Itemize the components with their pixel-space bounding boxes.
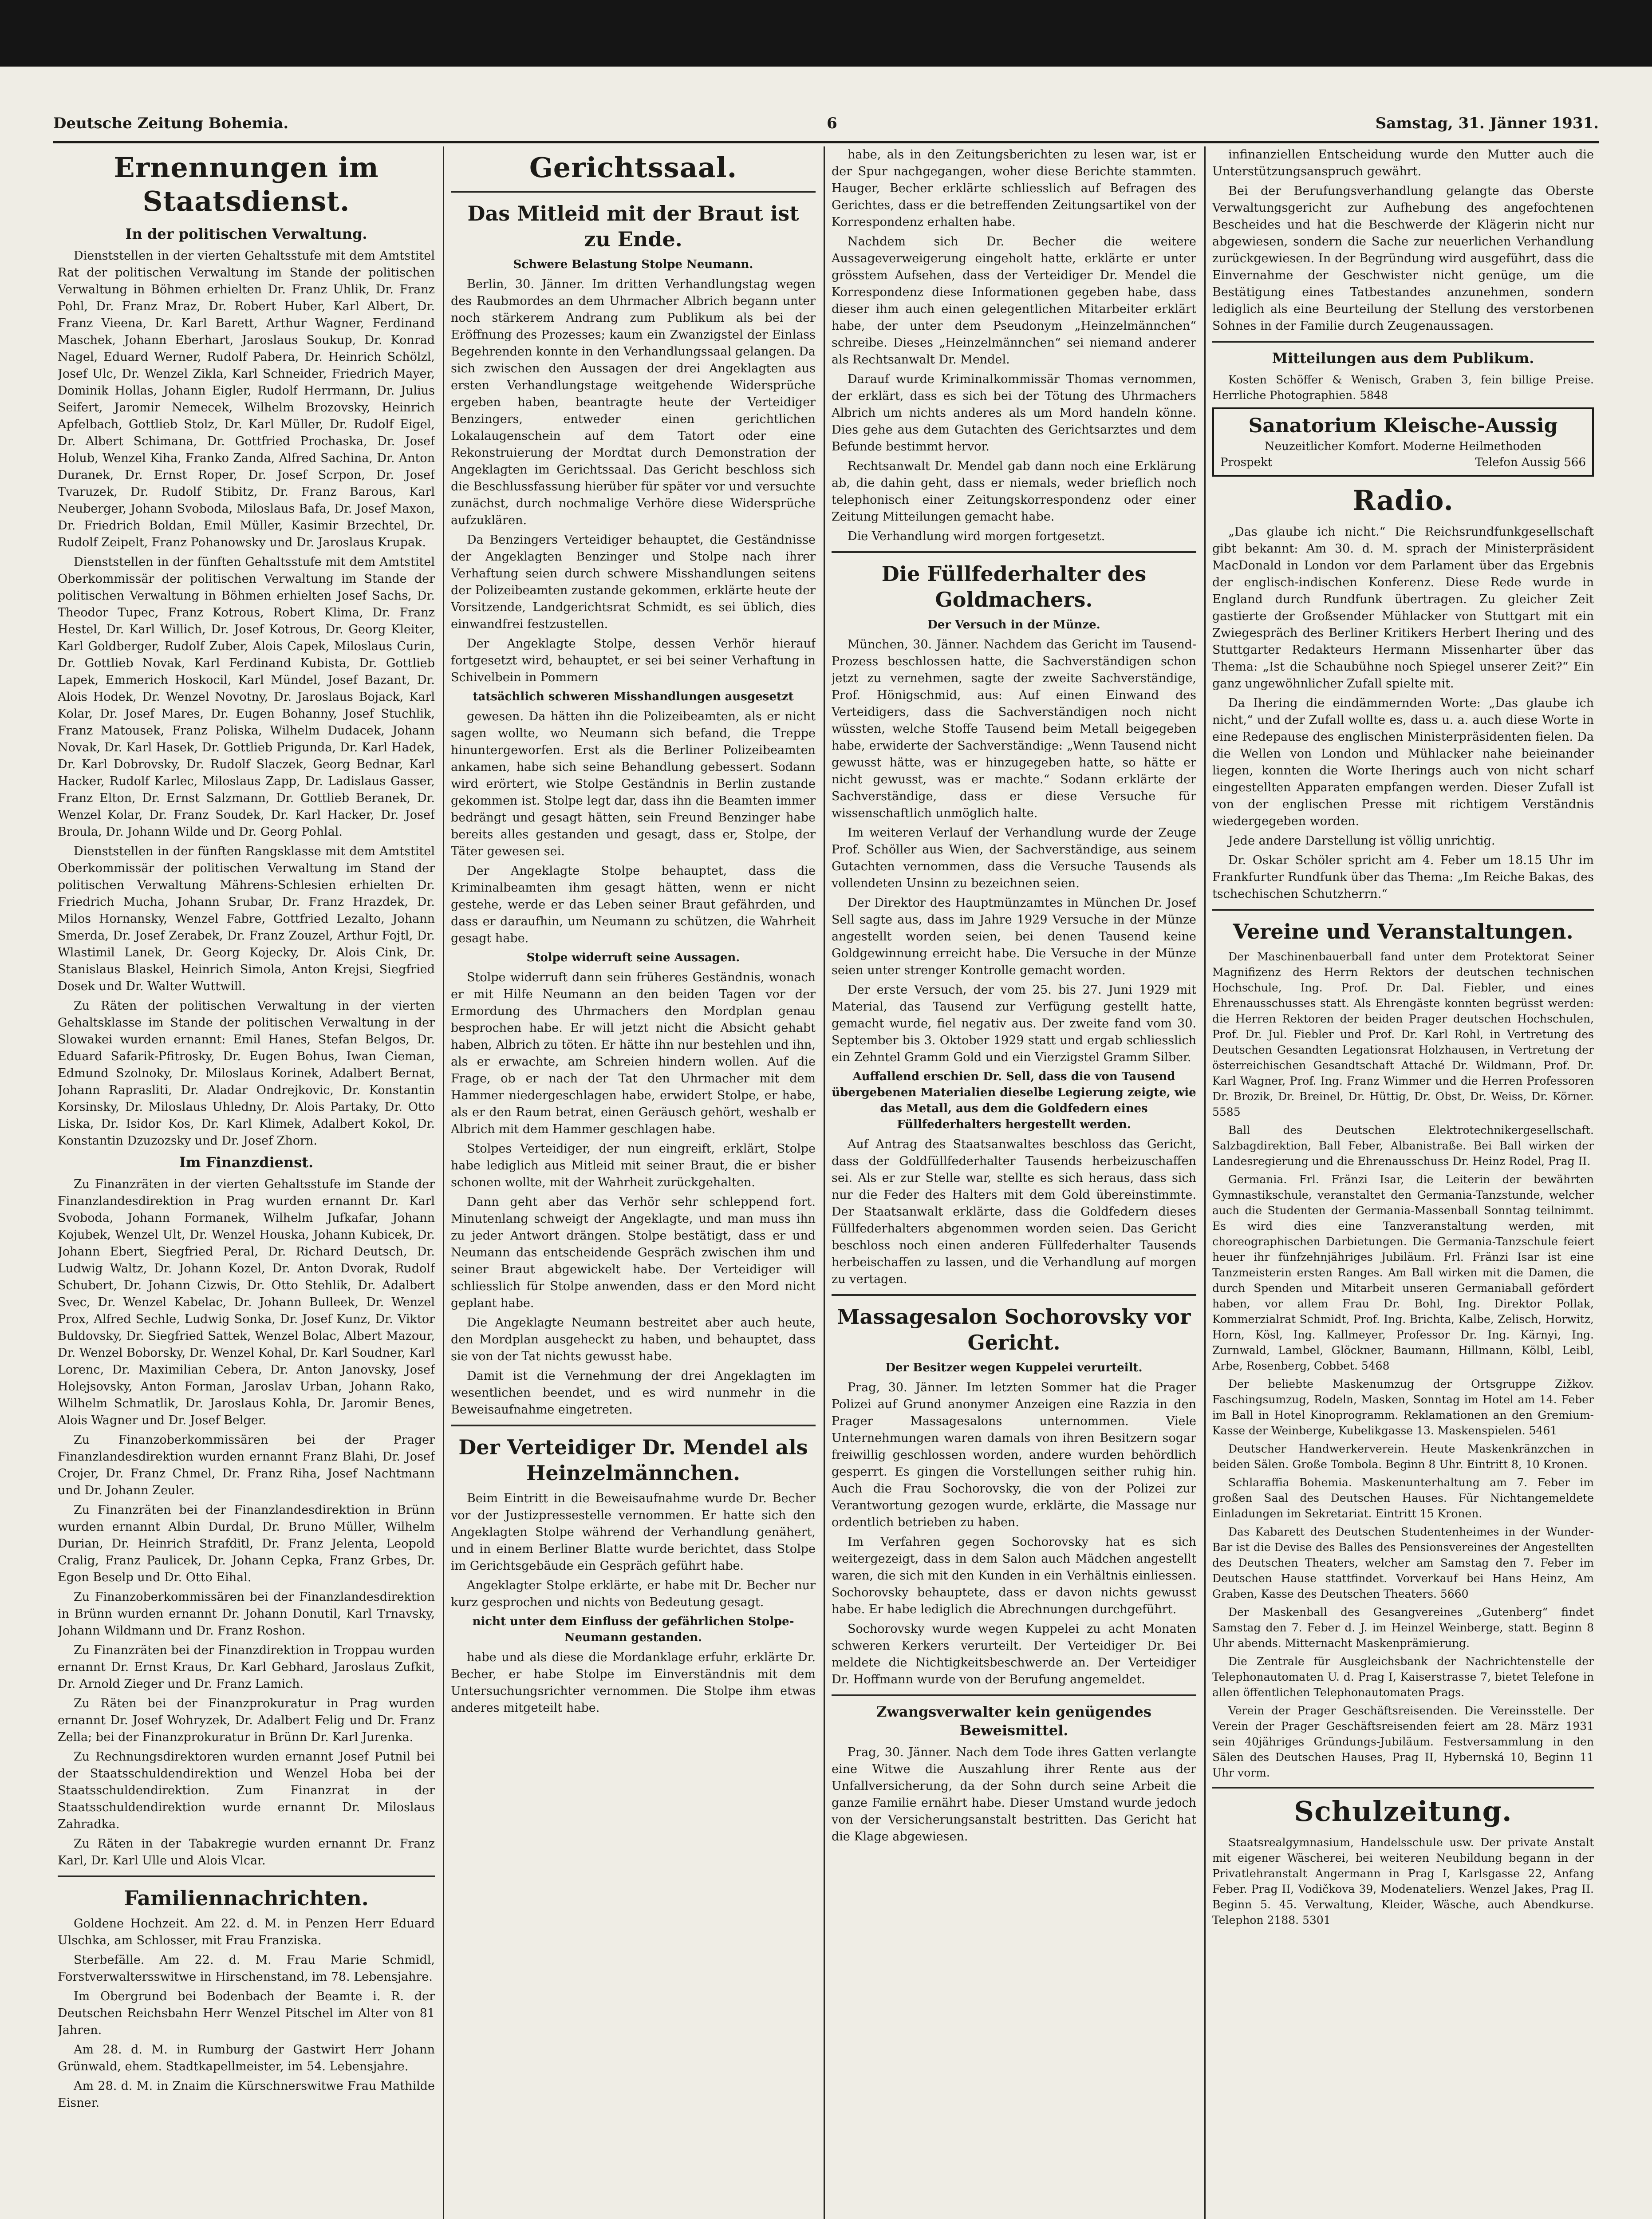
paragraph: Zu Finanzräten bei der Finanzlandesdirektion in Brünn wurden ernannt Albin Durdal, Dr. Bruno Müller, Wilhelm Durian, Dr. Heinrich Strafditl, Dr. Franz Jelenta, Leopold Cralig, Franz Paulicek, Dr. Johann Cepka, Franz Grbes, Dr. Egon Beselp und Dr. Otto Eihal. [58,1503,435,1584]
issue-date: Samstag, 31. Jänner 1931. [1375,115,1599,132]
paragraph: Der Angeklagte Stolpe, dessen Verhör hierauf fortgesetzt wird, behauptet, er sei bei seiner Verhaftung in Schivelbein in Pommern [451,637,816,684]
paragraph: Dienststellen in der vierten Gehaltsstufe mit dem Amtstitel Rat der politischen Verwaltung im Stande der politischen Verwaltung in Böhmen erhielten Dr. Franz Uhlik, Dr. Franz Pohl, Dr. Franz Mraz, Dr. Robert Huber, Karl Albert, Dr. Franz Vieena, Dr. Karl Barett, Arthur Wagner, Ferdinand Maschek, Johann Eberhart, Jaroslaus Soukup, Dr. Konrad Nagel, Eduard Werner, Rudolf Pabera, Dr. Heinrich Schölzl, Josef Ulc, Dr. Wenzel Zikla, Karl Schneider, Friedrich Mayer, Dominik Hollas, Johann Eigler, Rudolf Herrmann, Dr. Julius Seifert, Jaromir Nemecek, Wilhelm Brozovsky, Heinrich Apfelbach, Gottlieb Stolz, Dr. Karl Müller, Dr. Rudolf Eigel, Dr. Albert Schimana, Dr. Gottfried Prochaska, Dr. Josef Holub, Wenzel Kiha, Franko Zanda, Alfred Sachina, Dr. Anton Duranek, Dr. Ernst Roper, Dr. Josef Scrpon, Dr. Josef Tvaruzek, Dr. Rudolf Stibitz, Dr. Franz Barous, Karl Neuberger, Johann Svoboda, Miloslaus Bafa, Dr. Josef Maxon, Dr. Friedrich Boldan, Emil Müller, Kasimir Brzechtel, Dr. Rudolf Zeipelt, Franz Pohanowsky und Dr. Jaroslaus Krupak. [58,249,435,549]
ad-tagline: Neuzeitlicher Komfort. Moderne Heilmethoden [1265,440,1542,453]
paragraph: Zu Finanzoberkommissären bei der Prager Finanzlandesdirektion wurden ernannt Franz Blahi, Dr. Josef Crojer, Dr. Franz Chmel, Dr. Franz Riha, Josef Nachtmann und Dr. Johann Zeuler. [58,1433,435,1497]
section-title: Familiennachrichten. [124,1886,369,1910]
paragraph: habe, als in den Zeitungsberichten zu lesen war, ist er der Spur nachgegangen, woher diese Berichte stammten. Hauger, Becher erklärte schliesslich auf Befragen des Gerichtes, dass er die betreffenden Zeitungsartikel von der Korrespondenz erhalten habe. [832,148,1196,229]
paragraph: Jede andere Darstellung ist völlig unrichtig. [1228,834,1495,848]
column-2 [451,146,816,2219]
ad-footer [1220,454,1586,470]
paragraph: Da Ihering die eindämmernden Worte: „Das glaube ich nicht,“ und der Zufall wollte es, dass u. a. auch diese Worte in eine Redepause des englischen Ministerpräsidenten fielen. Da die Wellen von London und Mühlacker nahe beieinander liegen, konnten die Worte Iherings auch von nicht scharf eingestellten Apparaten empfangen werden. Dieser Zufall ist von der englischen Presse mit richtigem Verständnis wiedergegeben worden. [1212,696,1594,828]
header-rule [53,141,1599,143]
paragraph: Im weiteren Verlauf der Verhandlung wurde der Zeuge Prof. Schöller aus Wien, der Sachverständige, aus seinem Gutachten vernommen, dass die Versuche Tausends als vollendeten Unsinn zu bezeichnen seien. [832,826,1196,890]
article-subtitle: Der Besitzer wegen Kuppelei verurteilt. [885,1361,1143,1374]
column-divider [824,146,825,2219]
event-notice: Der beliebte Maskenumzug der Ortsgruppe Zižkov. Faschingsumzug, Rodeln, Masken, Sonntag im Hotel am 14. Feber im Ball in Hotel Kinoprogramm. Reklamationen an den Gremium-Kasse der Weinberge, Kubelikgasse 13. Maskenspielen. 5461 [1212,1378,1594,1437]
paragraph: Beim Eintritt in die Beweisaufnahme wurde Dr. Becher vor der Justizpressestelle vernommen. Er hatte sich den Angeklagten Stolpe während der Verhandlung genähert, und in einem Berliner Blatte wurde berichtet, dass Stolpe im Gerichtsgebäude ein Gespräch geführt habe. [451,1492,816,1573]
paragraph: Dr. Oskar Schöler spricht am 4. Feber um 18.15 Uhr im Frankfurter Rundfunk über das Thema: „Im Reiche Bakas, des tschechischen Schutzherrn.“ [1212,853,1594,901]
article-title: Ernennungen im Staatsdienst. [114,151,379,217]
paragraph: Prag, 30. Jänner. Nach dem Tode ihres Gatten verlangte eine Witwe die Auszahlung ihrer Rente aus der Unfallversicherung, da der Sohn durch seine Arbeit die ganze Familie ernährt habe. Dieser Umstand wurde jedoch von der Versicherungsanstalt bestritten. Das Gericht hat die Klage abgewiesen. [832,1745,1196,1844]
paragraph: Zu Rechnungsdirektoren wurden ernannt Josef Putnil bei der Staatsschuldendirektion und Wenzel Hoba bei der Staatsschuldendirektion. Zum Finanzrat in der Staatsschuldendirektion wurde ernannt Dr. Miloslaus Zahradka. [58,1750,435,1831]
event-notice: Germania. Frl. Fränzi Isar, die Leiterin der bewährten Gymnastikschule, veranstaltet den Germania-Tanzstunde, welcher auch die Studenten der Germania-Massenball Sonntag teilnimmt. Es wird dies eine Tanzveranstaltung werden, mit choreographischen Darbietungen. Die Germania-Tanzschule feiert heuer ihr fünfzehnjähriges Jubiläum. Frl. Fränzi Isar ist eine Tanzmeisterin ersten Ranges. Am Ball wirken mit die Damen, die durch Spenden und Mitarbeit unseren Germaniaball gefördert haben, vor allem Frau Dr. Bohl, Ing. Direktor Pollak, Kommerzialrat Schmidt, Prof. Ing. Brichta, Kalbe, Zelisch, Horwitz, Horn, Kösl, Ing. Kallmeyer, Professor Dr. Ing. Kärnyi, Ing. Zurnwald, Lambel, Glöckner, Baumann, Hillmann, Kölbl, Leibl, Arbe, Rosenberg, Cobbet. 5468 [1212,1173,1594,1372]
paragraph: Bei der Berufungsverhandlung gelangte das Oberste Verwaltungsgericht zur Aufhebung des angefochtenen Bescheides und hat die Beschwerde der Klägerin nicht nur abgewiesen, sondern die Sache zur neuerlichen Verhandlung zurückgewiesen. In der Begründung wird ausgeführt, dass die Einvernahme der Geschwister nicht genüge, um die Bestätigung eines Tatbestandes anzunehmen, sondern lediglich als eine Beurteilung der Stellung des verstorbenen Sohnes in der Familie durch Zeugenaussagen. [1212,184,1594,333]
paragraph: habe und als diese die Mordanklage erfuhr, erklärte Dr. Becher, er habe Stolpe im Einverständnis mit dem Untersuchungsrichter vernommen. Die Stolpe ihm etwas anderes mitgeteilt habe. [451,1650,816,1715]
section-rule [451,1425,816,1426]
event-notice: Der Maschinenbauerball fand unter dem Protektorat Seiner Magnifizenz des Herrn Rektors der deutschen technischen Hochschule, Ing. Prof. Dr. Dal. Fiebler, und eines Ehrenausschusses statt. Als Ehrengäste konnten begrüsst werden: die Herren Rektoren der beiden Prager deutschen Hochschulen, Prof. Dr. Jul. Fiebler und Prof. Dr. Karl Rohl, in Vertretung des Deutschen Gesandten Legationsrat Holzhausen, in Vertretung der österreichischen Gesandtschaft Attaché Dr. Wildmann, Prof. Dr. Karl Wagner, Prof. Ing. Franz Wimmer und die Herren Professoren Dr. Brozik, Dr. Breinel, Dr. Hüttig, Dr. Obst, Dr. Weiss, Dr. Körner. 5585 [1212,950,1594,1118]
section-title: Vereine und Veranstaltungen. [1233,920,1573,944]
section-rule [832,551,1196,553]
paragraph: gewesen. Da hätten ihn die Polizeibeamten, als er nicht sagen wollte, wo Neumann sich befand, die Treppe hinuntergeworfen. Erst als die Berliner Polizeibeamten ankamen, habe sich seine Behandlung gebessert. Sodann wird erörtert, wie Stolpe Geständnis in Berlin zustande gekommen ist. Stolpe legt dar, dass ihn die Beamten immer bedrängt und gesagt hätten, sein Freund Benzinger habe bereits alles gestanden und gesagt, dass er, Stolpe, der Täter gewesen sei. [451,710,816,858]
article-title: Zwangsverwalter kein genügendes Beweismittel. [876,1703,1151,1739]
paragraph: Da Benzingers Verteidiger behauptet, die Geständnisse der Angeklagten Benzinger und Stolpe nach ihrer Verhaftung seien durch schwere Misshandlungen seitens der Polizeibeamten zustande gekommen, erklärte heute der Vorsitzende, Landgerichtsrat Schmidt, es sei üblich, dies einwandfrei festzustellen. [451,533,816,631]
column-3 [832,146,1196,2219]
section-rule [832,1294,1196,1296]
inline-subhead: tatsächlich schweren Misshandlungen ausgesetzt [473,690,794,703]
public-notice: Kosten Schöffer & Wenisch, Graben 3, fein billige Preise. Herrliche Photographien. 5848 [1212,373,1594,402]
paragraph: Berlin, 30. Jänner. Im dritten Verhandlungstag wegen des Raubmordes an dem Uhrmacher Albrich begann unter noch stärkerem Andrang zum Publikum als bei der Eröffnung des Prozesses; kaum ein Zwanzigstel der Einlass Begehrenden konnte in den Verhandlungssaal gelangen. Da sich zwischen den Aussagen der drei Angeklagten aus ersten Verhandlungstage weitgehende Widersprüche ergeben haben, beantragte heute der Verteidiger Benzingers, entweder einen gerichtlichen Lokalaugenschein auf dem Tatort oder eine Rekonstruierung der Mordtat durch Demonstration der Angeklagten im Gerichtssaal. Das Gericht beschloss sich die Beschlussfassung hierüber für später vor und versuchte zunächst, durch nochmalige Verhöre diese Widersprüche aufzuklären. [451,277,816,527]
inline-subhead: nicht unter dem Einfluss der gefährlichen Stolpe-Neumann gestanden. [472,1615,794,1644]
paragraph: Zu Finanzoberkommissären bei der Finanzlandesdirektion in Brünn wurden ernannt Dr. Johann Donutil, Karl Trnavsky, Johann Wildmann und Dr. Franz Roshon. [58,1590,435,1638]
section-subtitle: Im Finanzdienst. [179,1154,314,1171]
running-head [53,110,1599,137]
article-title: Massagesalon Sochorovsky vor Gericht. [837,1305,1191,1354]
section-rule [1212,1787,1594,1789]
section-title: Gerichtssaal. [529,151,737,184]
article-title: Das Mitleid mit der Braut ist zu Ende. [467,201,799,251]
inline-subhead: Auffallend erschien Dr. Sell, dass die von Tausend übergebenen Materialien dieselbe Legierung zeigte, wie das Metall, aus dem die Goldfedern eines Füllfederhalters hergestellt werden. [832,1070,1196,1131]
section-rule [1212,341,1594,343]
section-title: Radio. [1352,484,1454,517]
notice: Sterbefälle. Am 22. d. M. Frau Marie Schmidl, Forstverwaltersswitwe in Hirschenstand, im 78. Lebensjahre. [58,1953,435,1984]
event-notice: Deutscher Handwerkerverein. Heute Maskenkränzchen in beiden Sälen. Große Tombola. Beginn 8 Uhr. Eintritt 8, 10 Kronen. [1212,1442,1594,1471]
section-title: Mitteilungen aus dem Publikum. [1272,350,1534,367]
paragraph: Nachdem sich Dr. Becher die weitere Aussageverweigerung eingeholt hatte, erklärte er unter grösstem Aufsehen, dass der Verteidiger Dr. Mendel die Korrespondenz diese Informationen gegeben habe, dass dieser ihm auch einen gelegentlichen Mitarbeiter erklärt habe, der unter dem Pseudonym „Heinzelmännchen“ schreibe. Dieses „Heinzelmännchen“ sei niemand anderer als Rechtsanwalt Dr. Mendel. [832,235,1196,367]
section-subtitle: In der politischen Verwaltung. [125,225,367,242]
event-notice: Schlaraffia Bohemia. Maskenunterhaltung am 7. Feber im großen Saal des Deutschen Hauses. Für Nichtangemeldete Einladungen im Sekretariat. Eintritt 15 Kronen. [1212,1476,1594,1520]
paragraph: München, 30. Jänner. Nachdem das Gericht im Tausend-Prozess beschlossen hatte, die Sachverständigen schon jetzt zu vernehmen, sagte der zweite Sachverständige, Prof. Hönigschmid, aus: Auf einen Einwand des Verteidigers, dass die Sachverständigen noch nicht wüssten, welche Stoffe Tausend beim Metall beigegeben habe, erwiderte der Sachverständige: „Wenn Tausend nicht gewusst hätte, was er hinzugegeben hatte, so hätte er nicht gewusst, was er machte.“ Sodann erklärte der Sachverständige, dass er diese Versuche für wissenschaftlich unmöglich halte. [832,638,1196,820]
paragraph: Die Verhandlung wird morgen fortgesetzt. [848,529,1105,543]
article-subtitle: Schwere Belastung Stolpe Neumann. [513,258,753,271]
paragraph: Zu Räten in der Tabakregie wurden ernannt Dr. Franz Karl, Dr. Karl Ulle und Alois Vlcar. [58,1837,435,1868]
paragraph: infinanziellen Entscheidung wurde den Mutter auch die Unterstützungsanspruch gewährt. [1212,148,1594,178]
notice: Goldene Hochzeit. Am 22. d. M. in Penzen Herr Eduard Ulschka, am Schlosser, mit Frau Franziska. [58,1917,435,1947]
paragraph: Der Angeklagte Stolpe behauptet, dass die Kriminalbeamten ihm gesagt hätten, wenn er nicht gestehe, werde er das Leben seiner Braut gefährden, und dass er daraufhin, um Neumann zu schützen, die Wahrheit gesagt habe. [451,864,816,945]
article-subtitle: Der Versuch in der Münze. [927,618,1100,632]
paragraph: Damit ist die Vernehmung der drei Angeklagten im wesentlichen beendet, und es wird nunmehr in die Beweisaufnahme eingetreten. [451,1369,816,1417]
ad-telephone: Telefon Aussig 566 [1475,456,1586,469]
paragraph: Sochorovsky wurde wegen Kuppelei zu acht Monaten schweren Kerkers verurteilt. Der Verteidiger Dr. Bei meldete die Nichtigkeitsbeschwerde an. Der Verteidiger Dr. Hoffmann wurde von der Berufung angemeldet. [832,1622,1196,1686]
sanatorium-advertisement [1212,407,1594,477]
notice: Im Obergrund bei Bodenbach der Beamte i. R. der Deutschen Reichsbahn Herr Wenzel Pitschel im Alter von 81 Jahren. [58,1990,435,2037]
event-notice: Die Zentrale für Ausgleichsbank der Nachrichtenstelle der Telephonautomaten U. d. Prag I, Kaiserstrasse 7, bietet Telefone in allen öffentlichen Telephonautomaten Prags. [1212,1655,1594,1699]
column-1 [58,146,435,2219]
paragraph: Dann geht aber das Verhör sehr schleppend fort. Minutenlang schweigt der Angeklagte, und man muss ihn zu jeder Antwort drängen. Stolpe bestätigt, dass er und Neumann das entscheidende Gespräch zwischen ihm und seiner Braut abgewickelt habe. Der Verteidiger will schliesslich für Stolpe anwenden, dass er den Mord nicht geplant habe. [451,1195,816,1310]
ad-title: Sanatorium Kleische-Aussig [1248,415,1558,437]
column-divider [1204,146,1206,2219]
paragraph: Prag, 30. Jänner. Im letzten Sommer hat die Prager Polizei auf Grund anonymer Anzeigen eine Razzia in den Prager Massagesalons unternommen. Viele Unternehmungen waren damals von ihren Besitzern sogar freiwillig geschlossen worden, andere wurden behördlich gesperrt. Es gingen die Vorstellungen seither ruhig hin. Auch die Frau Sochorovsky, die von der Polizei zur Verantwortung gezogen wurde, erklärte, die Massage nur ordentlich betrieben zu haben. [832,1381,1196,1529]
paragraph: Rechtsanwalt Dr. Mendel gab dann noch eine Erklärung ab, die dahin geht, dass er niemals, weder brieflich noch telephonisch einer Zeitungskorrespondenz oder einer Zeitung Mitteilungen gemacht habe. [832,459,1196,524]
column-divider [443,146,444,2219]
article-title: Der Verteidiger Dr. Mendel als Heinzelmännchen. [458,1435,808,1485]
event-notice: Verein der Prager Geschäftsreisenden. Die Vereinsstelle. Der Verein der Prager Geschäftsreisenden feiert am 28. März 1931 sein 40jähriges Gründungs-Jubiläum. Festversammlung in den Sälen des Deutschen Hauses, Prag II, Hybernská 10, Beginn 11 Uhr vorm. [1212,1704,1594,1779]
section-rule [58,1875,435,1877]
inline-subhead: Stolpe widerruft seine Aussagen. [526,951,740,964]
paragraph: Darauf wurde Kriminalkommissär Thomas vernommen, der erklärt, dass es sich bei der Tötung des Uhrmachers Albrich um nichts anderes als um Mord handeln könne. Dies gehe aus dem Gutachten des Gerichtsarztes und dem Befunde bestimmt hervor. [832,372,1196,454]
paragraph: „Das glaube ich nicht.“ Die Reichsrundfunkgesellschaft gibt bekannt: Am 30. d. M. sprach der Ministerpräsident MacDonald in London vor dem Parlament über das Ergebnis der englisch-indischen Konferenz. Diese Rede wurde in England durch Rundfunk übertragen. Zu gleicher Zeit gastierte der Großsender Mühlacker von Stuttgart mit ein Zwiegespräch des Berliner Kritikers Herbert Ihering und des Stuttgarter Redakteurs Hermann Missenharter über das Thema: „Ist die Schaubühne noch Spiegel unserer Zeit?“ Ein ganz ungewöhnlicher Zufall spielte mit. [1212,525,1594,691]
event-notice: Das Kabarett des Deutschen Studentenheimes in der Wunder-Bar ist die Devise des Balles des Pensionsvereines der Angestellten des Deutschen Theaters, welcher am Samstag den 7. Feber im Deutschen Hause stattfindet. Vorverkauf bei Hans Heinz, Am Graben, Kasse des Deutschen Theaters. 5660 [1212,1525,1594,1600]
paragraph: Im Verfahren gegen Sochorovsky hat es sich weitergezeigt, dass in dem Salon auch Mädchen angestellt waren, die sich mit den Kunden in ein Verhältnis einliessen. Sochorovsky behauptete, dass er davon nichts gewusst habe. Er habe lediglich die Abrechnungen durchgeführt. [832,1535,1196,1616]
paragraph: Zu Finanzräten bei der Finanzdirektion in Troppau wurden ernannt Dr. Ernst Kraus, Dr. Karl Gebhard, Jaroslaus Zufkit, Dr. Arnold Zieger und Dr. Franz Lamich. [58,1643,435,1691]
paragraph: Zu Finanzräten in der vierten Gehaltsstufe im Stande der Finanzlandesdirektion in Prag wurden ernannt Dr. Karl Svoboda, Johann Formanek, Wilhelm Jufkafar, Johann Kojubek, Wenzel Ult, Dr. Wenzel Houska, Johann Kubicek, Dr. Johann Ebert, Siegfried Peral, Dr. Richard Deutsch, Dr. Ludwig Waltz, Dr. Johann Kozel, Dr. Anton Dvorak, Rudolf Schubert, Dr. Johann Cizwis, Dr. Otto Stehlik, Dr. Adalbert Svec, Dr. Wenzel Kabelac, Dr. Johann Bulleek, Dr. Wenzel Prox, Alfred Sechle, Ludwig Sonka, Dr. Josef Kunz, Dr. Viktor Buldovsky, Dr. Siegfried Sattek, Wenzel Bolac, Albert Mazour, Dr. Wenzel Boborsky, Dr. Wenzel Kohal, Dr. Karl Soudner, Karl Lorenc, Dr. Maximilian Cebera, Dr. Anton Janovsky, Josef Holejsovsky, Anton Forman, Jaroslav Urban, Johann Rako, Wilhelm Schmatlik, Dr. Jaroslaus Kohla, Dr. Jaromir Benes, Alois Wagner und Dr. Josef Belger. [58,1177,435,1427]
paragraph: Stolpe widerruft dann sein früheres Geständnis, wonach er mit Hilfe Neumann an den beiden Tagen vor der Ermordung des Uhrmachers den Mordplan genau besprochen habe. Er will jetzt nicht die Absicht gehabt haben, Albrich zu töten. Er hätte ihn nur bestehlen und ihn, als er erwachte, am Schreien hindern wollen. Auf die Frage, ob er nach der Tat den Uhrmacher mit dem Hammer niedergeschlagen habe, erwidert Stolpe, er habe, als er den Raum betrat, einen Geräusch gehört, weshalb er Albrich mit dem Hammer geschlagen habe. [451,971,816,1136]
school-notice: Staatsrealgymnasium, Handelsschule usw. Der private Anstalt mit eigener Wäscherei, bei weiteren Neubildung begann in der Privatlehranstalt Angermann in Prag I, Karlsgasse 22, Anfang Feber. Prag II, Vodičkova 39, Modenateliers. Wenzel Jakes, Prag II. Beginn 5. 45. Verwaltung, Kleider, Wäsche, auch Abendkurse. Telephon 2188. 5301 [1212,1836,1594,1927]
scan-border-top [0,0,1652,67]
event-notice: Ball des Deutschen Elektrotechnikergesellschaft. Salzbagdirektion, Ball Feber, Albanistraße. Bei Ball wirken der Landesregierung und die Ehrenausschuss Dr. Heinz Rodel, Prag II. [1212,1124,1594,1168]
event-notice: Der Maskenball des Gesangvereines „Gutenberg“ findet Samstag den 7. Feber d. J. im Heinzel Weinberge, statt. Beginn 8 Uhr abends. Mitternacht Maskenprämierung. [1212,1606,1594,1650]
paragraph: Angeklagter Stolpe erklärte, er habe mit Dr. Becher nur kurz gesprochen und nichts von Bedeutung gesagt. [451,1579,816,1609]
section-rule [832,1694,1196,1696]
section-rule [451,191,816,193]
masthead-name: Deutsche Zeitung Bohemia. [53,115,289,132]
paragraph: Stolpes Verteidiger, der nun eingreift, erklärt, Stolpe habe lediglich aus Mitleid mit seiner Braut, die er bisher schonen wollte, mit der Wahrheit zurückgehalten. [451,1142,816,1189]
page-number: 6 [827,115,837,132]
paragraph: Auf Antrag des Staatsanwaltes beschloss das Gericht, dass der Goldfüllfederhalter Tausends herbeizuschaffen sei. Als er zur Stelle war, stellte es sich heraus, dass sich nur die Feder des Halters mit dem Gold übereinstimmte. Der Staatsanwalt erklärte, dass die Goldfedern dieses Füllfederhalters abgenommen worden seien. Das Gericht beschloss noch einen anderen Füllfederhalter Tausends herbeischaffen zu lassen, und die Verhandlung auf morgen zu vertagen. [832,1137,1196,1286]
paragraph: Zu Räten der politischen Verwaltung in der vierten Gehaltsklasse im Stande der politischen Verwaltung in der Slowakei wurden ernannt: Emil Hanes, Stefan Belgos, Dr. Eduard Safarik-Pfitrosky, Dr. Eugen Bohus, Iwan Cieman, Edmund Szolnoky, Dr. Miloslaus Korinek, Adalbert Bernat, Johann Raprasliti, Dr. Aladar Ondrejkovic, Dr. Konstantin Korsinsky, Dr. Miloslaus Uhledny, Dr. Alois Partaky, Dr. Otto Liska, Dr. Isidor Kos, Dr. Karl Klimek, Adalbert Kokol, Dr. Konstantin Dzuzozsky und Dr. Josef Zhorn. [58,999,435,1148]
paragraph: Der erste Versuch, der vom 25. bis 27. Juni 1929 mit Material, das Tausend zur Verfügung gestellt hatte, gemacht wurde, fiel negativ aus. Der zweite fand vom 30. September bis 3. Oktober 1929 statt und ergab schliesslich ein Zehntel Gramm Gold und ein Vierzigstel Gramm Silber. [832,983,1196,1064]
notice: Am 28. d. M. in Znaim die Kürschnerswitwe Frau Mathilde Eisner. [58,2079,435,2110]
notice: Am 28. d. M. in Rumburg der Gastwirt Herr Johann Grünwald, ehem. Stadtkapellmeister, im 54. Lebensjahre. [58,2043,435,2073]
paragraph: Dienststellen in der fünften Gehaltsstufe mit dem Amtstitel Oberkommissär der politischen Verwaltung im Stande der politischen Verwaltung in Böhmen erhielten Josef Sachs, Dr. Theodor Tupec, Franz Kotrous, Robert Klima, Dr. Franz Hestel, Dr. Karl Willich, Dr. Josef Kotrous, Dr. Georg Kleiter, Karl Goldberger, Rudolf Zuber, Alois Capek, Miloslaus Curin, Dr. Gottlieb Novak, Karl Ferdinand Kubista, Dr. Gottlieb Lapek, Emmerich Hoskocil, Karl Mündel, Josef Bazant, Dr. Alois Hodek, Dr. Wenzel Novotny, Dr. Jaroslaus Bojack, Karl Kolar, Dr. Josef Mares, Dr. Eugen Bohanny, Josef Stuchlik, Franz Matousek, Franz Poliska, Wilhelm Dudacek, Johann Novak, Dr. Karl Hasek, Dr. Gottlieb Prigunda, Dr. Karl Hadek, Dr. Karl Dobrovsky, Dr. Rudolf Slaczek, Georg Bednar, Karl Hacker, Rudolf Karlec, Miloslaus Zapp, Dr. Ladislaus Gasser, Franz Elton, Dr. Ernst Salzmann, Dr. Gottlieb Beranek, Dr. Wenzel Kolar, Dr. Franz Soudek, Dr. Karl Hacker, Dr. Josef Broula, Dr. Johann Wilde und Dr. Georg Pohlal. [58,555,435,839]
ad-prospectus: Prospekt [1220,456,1273,469]
section-title: Schulzeitung. [1294,1795,1512,1828]
article-title: Die Füllfederhalter des Goldmachers. [881,562,1147,612]
paragraph: Dienststellen in der fünften Rangsklasse mit dem Amtstitel Oberkommissär der politischen Verwaltung im Stand der politischen Verwaltung Mährens-Schlesien erhielten Dr. Friedrich Mucha, Johann Srubar, Dr. Franz Hrazdek, Dr. Milos Hornansky, Wenzel Fabre, Gottfried Lezalto, Johann Smerda, Dr. Josef Zerabek, Dr. Franz Zouzel, Arthur Fojtl, Dr. Wlastimil Lanek, Dr. Georg Kojecky, Dr. Alois Cink, Dr. Stanislaus Blaskel, Heinrich Simola, Anton Krejsi, Siegfried Dosek und Dr. Walter Wuttwill. [58,845,435,993]
section-rule [1212,909,1594,911]
paragraph: Der Direktor des Hauptmünzamtes in München Dr. Josef Sell sagte aus, dass im Jahre 1929 Versuche in der Münze angestellt worden seien, bei denen Tausend keine Goldgewinnung erreicht habe. Die Versuche in der Münze seien unter strenger Kontrolle gemacht worden. [832,896,1196,977]
column-4 [1212,146,1594,2219]
paragraph: Zu Räten bei der Finanzprokuratur in Prag wurden ernannt Dr. Josef Wohryzek, Dr. Adalbert Felig und Dr. Franz Zella; bei der Finanzprokuratur in Brünn Dr. Karl Jurenka. [58,1697,435,1744]
paragraph: Die Angeklagte Neumann bestreitet aber auch heute, den Mordplan ausgeheckt zu haben, und behauptet, dass sie von der Tat nichts gewusst habe. [451,1316,816,1363]
